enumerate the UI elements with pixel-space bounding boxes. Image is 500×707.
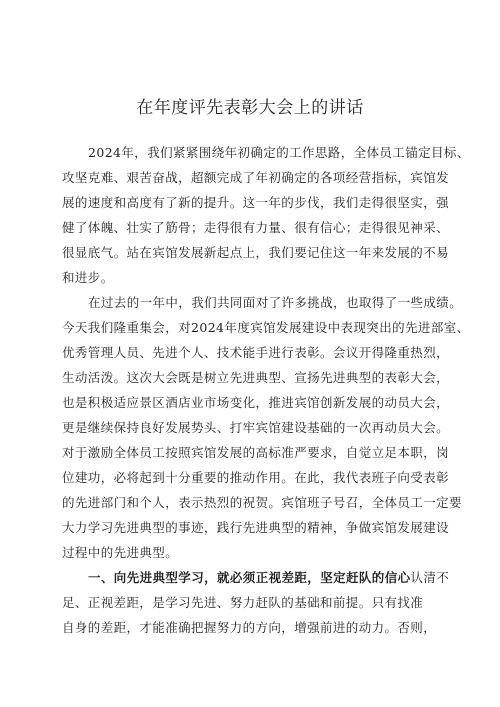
paragraph-2-line-5: 也是积极适应景区酒店业市场变化，推进宾馆创新发展的动员大会， bbox=[62, 395, 450, 410]
paragraph-2-line-9: 的先进部门和个人，表示热烈的祝贺。宾馆班子号召，全体员工一定要 bbox=[62, 495, 462, 510]
section-one-heading: 一、向先进典型学习，就必须正视差距，坚定赶队的信心 bbox=[88, 570, 411, 585]
paragraph-2-line-7: 对于激励全体员工按照宾馆发展的高标准严要求，自觉立足本职，岗 bbox=[62, 445, 450, 460]
paragraph-1-line-4: 健了体魄、壮实了筋骨；走得很有力量、很有信心；走得很见神采、 bbox=[62, 220, 450, 235]
section-one-heading-tail: 认清不 bbox=[410, 570, 450, 585]
paragraph-2-line-6: 更是继续保持良好发展势头、打牢宾馆建设基础的一次再动员大会。 bbox=[62, 420, 450, 435]
section-one-heading-line bbox=[88, 570, 462, 586]
paragraph-1-line-6: 和进步。 bbox=[62, 270, 114, 285]
paragraph-1-line-2: 攻坚克难、艰苦奋战，超额完成了年初确定的各项经营指标，宾馆发 bbox=[62, 170, 450, 185]
section-one-line-2: 自身的差距，才能准确把握努力的方向，增强前进的动力。否则， bbox=[62, 620, 437, 635]
document-title: 在年度评先表彰大会上的讲话 bbox=[136, 98, 364, 118]
paragraph-2-line-11: 过程中的先进典型。 bbox=[62, 545, 179, 560]
section-one-line-1: 足、正视差距，是学习先进、努力赶队的基础和前提。只有找准 bbox=[62, 595, 424, 610]
paragraph-2-line-3: 优秀管理人员、先进个人、技术能手进行表彰。会议开得隆重热烈， bbox=[62, 345, 450, 360]
paragraph-2-line-1: 在过去的一年中，我们共同面对了许多挑战，也取得了一些成绩。 bbox=[88, 295, 463, 310]
paragraph-2-line-10: 大力学习先进典型的事迹，践行先进典型的精神，争做宾馆发展建设 bbox=[62, 520, 450, 535]
paragraph-1-line-1: 2024年，我们紧紧围绕年初确定的工作思路，全体员工锚定目标、 bbox=[88, 145, 470, 160]
paragraph-2-line-8: 位建功，必将起到十分重要的推动作用。在此，我代表班子向受表彰 bbox=[62, 470, 450, 485]
paragraph-2-line-2: 今天我们隆重集会，对2024年度宾馆发展建设中表现突出的先进部室、 bbox=[62, 320, 470, 335]
paragraph-1-line-3: 展的速度和高度有了新的提升。这一年的步伐，我们走得很坚实，强 bbox=[62, 195, 450, 210]
paragraph-1-line-5: 很显底气。站在宾馆发展新起点上，我们要记住这一年来发展的不易 bbox=[62, 245, 450, 260]
paragraph-2-line-4: 生动活泼。这次大会既是树立先进典型、宣扬先进典型的表彰大会， bbox=[62, 370, 450, 385]
